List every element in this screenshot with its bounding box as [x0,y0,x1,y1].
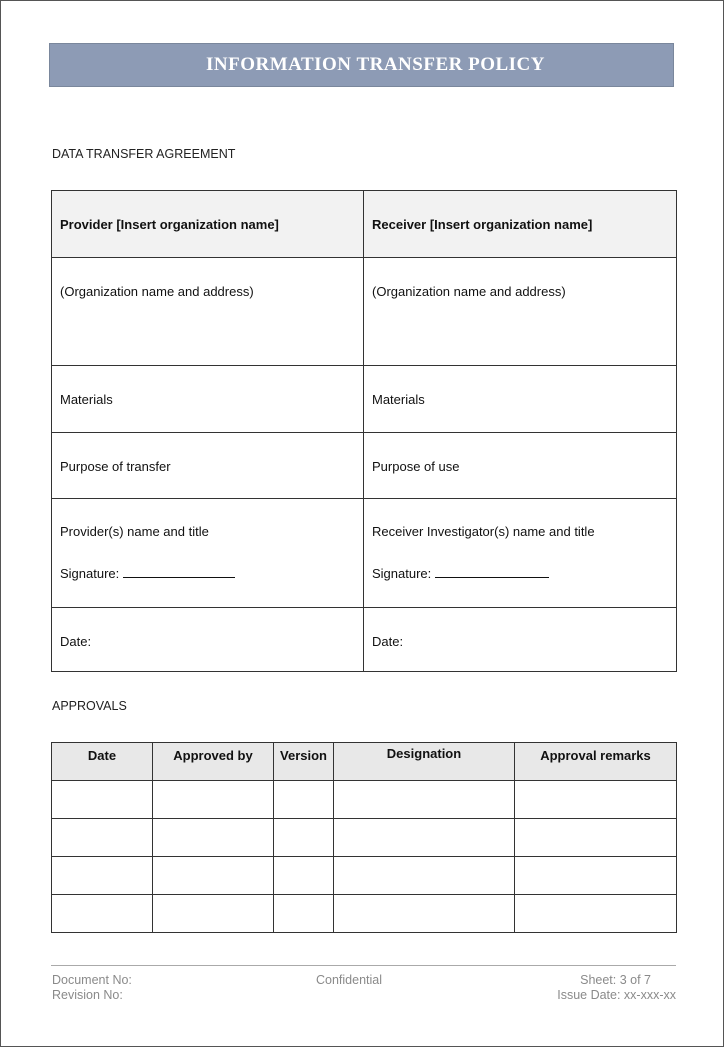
table-row [52,781,677,819]
footer-divider [51,965,676,966]
table-cell[interactable] [153,895,274,933]
table-cell[interactable] [52,895,153,933]
table-cell[interactable] [334,781,515,819]
issue-date: Issue Date: xx-xxx-xx [557,988,676,1002]
column-header: Approval remarks [515,743,677,781]
table-cell[interactable] [334,857,515,895]
table-cell[interactable] [52,781,153,819]
revision-number: Revision No: [52,988,123,1002]
purpose-of-transfer-cell[interactable]: Purpose of transfer [52,433,364,499]
table-cell[interactable] [274,895,334,933]
table-cell[interactable] [153,781,274,819]
sheet-number: Sheet: 3 of 7 [580,973,651,987]
approvals-table [51,742,677,933]
document-number: Document No: [52,973,132,987]
column-header: Date [52,743,153,781]
table-cell[interactable] [334,819,515,857]
materials-row [52,366,677,433]
table-cell[interactable] [274,781,334,819]
provider-signature-line[interactable] [123,565,235,578]
confidential-label: Confidential [316,973,383,987]
table-cell[interactable] [515,781,677,819]
provider-signature: Signature: [60,565,355,581]
table-row [52,857,677,895]
table-cell[interactable] [274,857,334,895]
provider-materials-cell[interactable]: Materials [52,366,364,433]
provider-organization-cell[interactable]: (Organization name and address) [52,258,364,366]
receiver-signatory-cell[interactable]: Receiver Investigator(s) name and title Signature: [364,499,677,608]
page-title: INFORMATION TRANSFER POLICY [206,54,545,75]
column-header: Approved by [153,743,274,781]
purpose-row [52,433,677,499]
organization-row [52,258,677,366]
receiver-header-cell: Receiver [Insert organization name] [364,191,677,258]
agreement-section-label: DATA TRANSFER AGREEMENT [52,147,236,161]
title-banner [49,43,674,87]
receiver-signature: Signature: [372,565,668,581]
provider-date-cell[interactable]: Date: [52,608,364,672]
provider-header-cell: Provider [Insert organization name] [52,191,364,258]
receiver-materials-cell[interactable]: Materials [364,366,677,433]
signatory-row [52,499,677,608]
date-row [52,608,677,672]
table-cell[interactable] [334,895,515,933]
table-row [52,895,677,933]
table-cell[interactable] [274,819,334,857]
purpose-of-use-cell[interactable]: Purpose of use [364,433,677,499]
agreement-header-row [52,191,677,258]
table-cell[interactable] [52,819,153,857]
receiver-organization-cell[interactable]: (Organization name and address) [364,258,677,366]
approvals-section-label: APPROVALS [52,699,127,713]
table-cell[interactable] [153,819,274,857]
table-cell[interactable] [52,857,153,895]
table-cell[interactable] [515,857,677,895]
table-cell[interactable] [515,819,677,857]
approvals-header-row [52,743,677,781]
provider-signatory-cell[interactable]: Provider(s) name and title Signature: [52,499,364,608]
table-cell[interactable] [515,895,677,933]
data-transfer-agreement-table [51,190,677,672]
column-header: Version [274,743,334,781]
table-row [52,819,677,857]
receiver-signature-line[interactable] [435,565,549,578]
receiver-date-cell[interactable]: Date: [364,608,677,672]
column-header: Designation [334,743,515,781]
table-cell[interactable] [153,857,274,895]
